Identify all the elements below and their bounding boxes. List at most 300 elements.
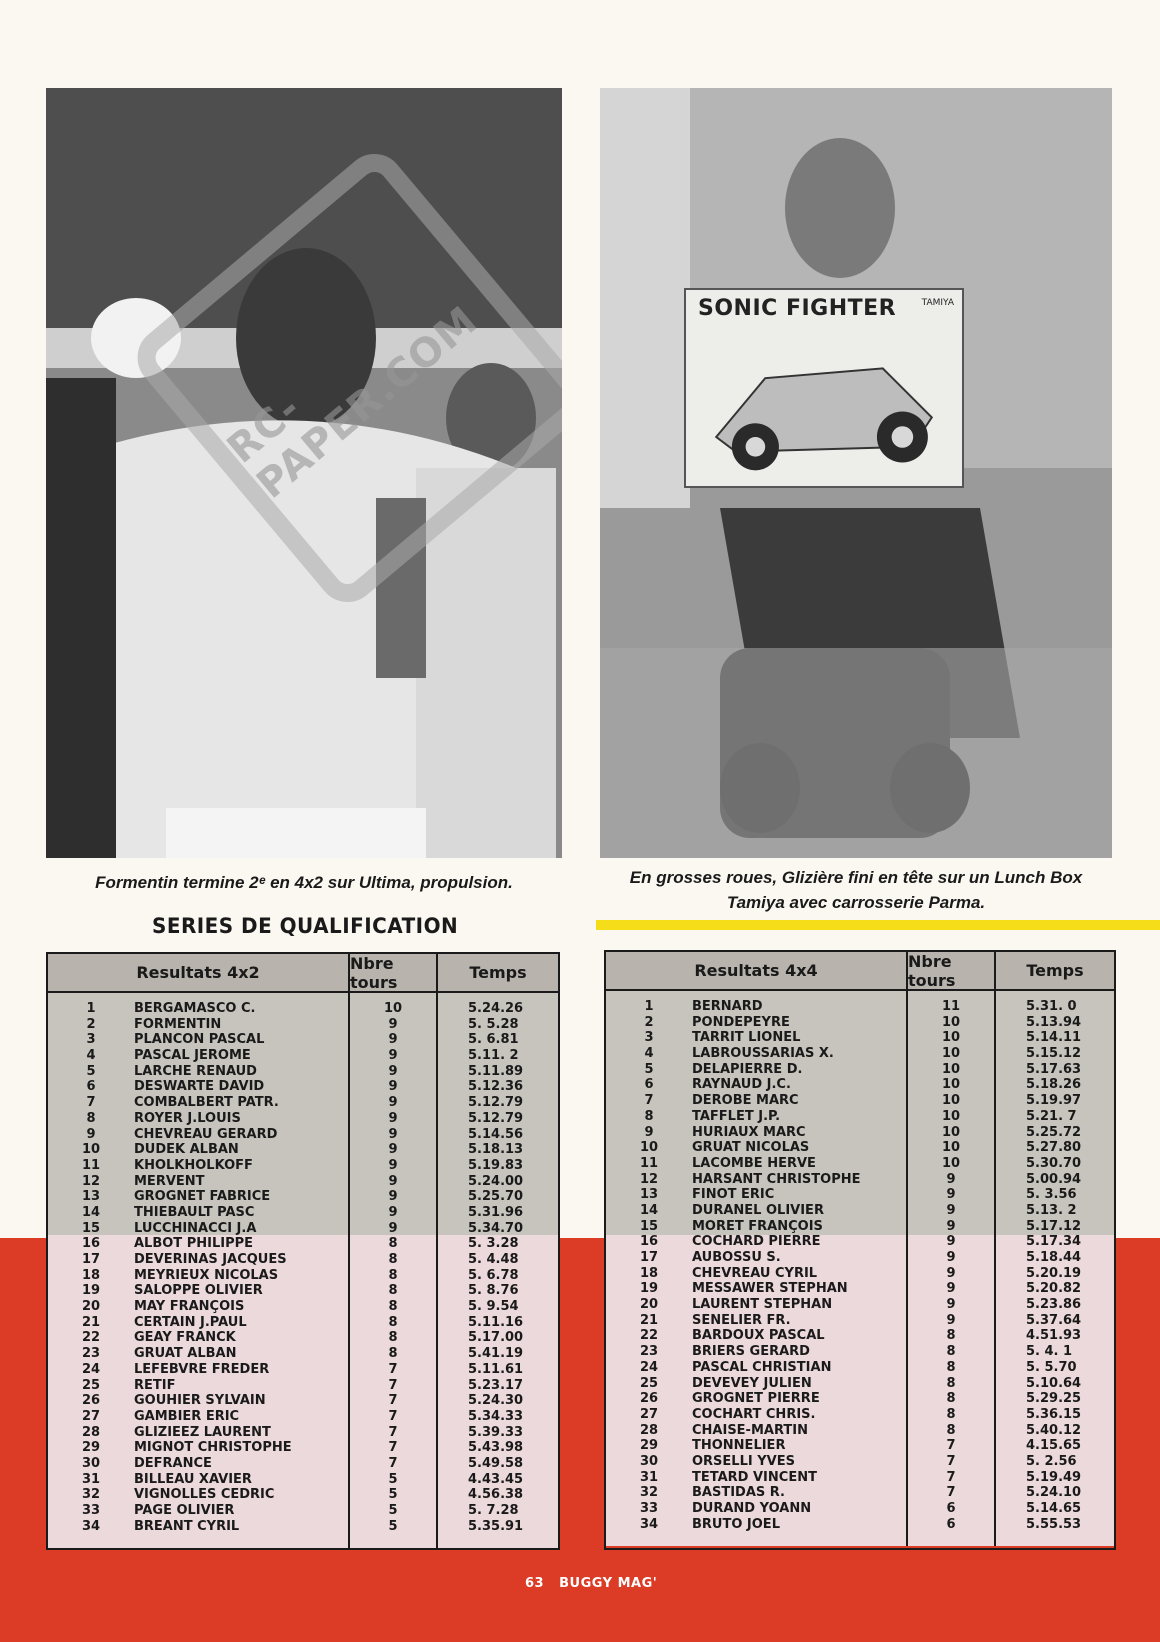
row-tours: 9 [388, 1220, 398, 1236]
row-temps: 5.00.94 [1026, 1171, 1082, 1187]
row-rank: 14 [81, 1204, 101, 1220]
row-rank: 29 [81, 1440, 101, 1456]
row-driver-name: THONNELIER [692, 1438, 786, 1454]
row-tours: 9 [946, 1312, 956, 1328]
row-rank: 10 [639, 1140, 659, 1156]
caption-right: En grosses roues, Glizière fini en tête sur un Lunch Box Tamiya avec carrosserie Parma. [629, 868, 1083, 912]
row-temps: 5.25.72 [1026, 1124, 1082, 1140]
row-rank: 17 [81, 1252, 101, 1267]
row-rank: 9 [86, 1126, 96, 1142]
row-rank: 5 [644, 1061, 654, 1077]
row-temps: 5.23.86 [1026, 1297, 1082, 1313]
table-row [606, 1156, 906, 1172]
yellow-divider [596, 920, 1160, 930]
row-rank: 31 [81, 1471, 101, 1487]
table-row [48, 1268, 348, 1284]
row-tours: 10 [941, 1046, 961, 1062]
row-temps: 5.11.89 [468, 1063, 524, 1079]
row-rank: 7 [86, 1095, 96, 1111]
header-temps: Temps [469, 963, 527, 982]
page-footer [525, 1576, 657, 1591]
table-row [606, 1470, 906, 1486]
table-row [606, 1344, 906, 1360]
row-rank: 30 [81, 1455, 101, 1471]
row-driver-name: DEVEVEY JULIEN [692, 1375, 812, 1391]
row-tours: 9 [946, 1234, 956, 1250]
row-driver-name: LACOMBE HERVE [692, 1155, 816, 1171]
table-row [48, 1095, 348, 1111]
row-rank: 3 [644, 1030, 654, 1046]
table-row [48, 1048, 348, 1064]
row-driver-name: HARSANT CHRISTOPHE [692, 1171, 861, 1187]
row-tours: 6 [946, 1516, 956, 1532]
table-row [48, 1032, 348, 1048]
row-temps: 5.19.83 [468, 1157, 524, 1173]
row-temps: 5. 4.48 [468, 1252, 519, 1267]
row-rank: 8 [86, 1110, 96, 1126]
table-row [606, 1234, 906, 1250]
row-driver-name: DELAPIERRE D. [692, 1061, 803, 1077]
table-row [606, 1328, 906, 1344]
table-row [606, 1203, 906, 1219]
row-temps: 5.20.19 [1026, 1265, 1082, 1281]
row-tours: 10 [941, 1061, 961, 1077]
row-rank: 11 [81, 1157, 101, 1173]
row-driver-name: BRUTO JOEL [692, 1516, 780, 1532]
table-row [48, 1393, 348, 1409]
row-temps: 5.37.64 [1026, 1312, 1082, 1328]
table-row [48, 1158, 348, 1174]
row-temps: 5.17.63 [1026, 1061, 1082, 1077]
row-tours: 5 [388, 1487, 398, 1503]
row-driver-name: ROYER J.LOUIS [134, 1110, 241, 1126]
table-row [606, 1313, 906, 1329]
row-temps: 5. 2.56 [1026, 1453, 1077, 1469]
row-tours: 7 [388, 1455, 398, 1471]
table-row [48, 1472, 348, 1488]
row-driver-name: DEROBE MARC [692, 1093, 799, 1109]
column-name [606, 991, 908, 1546]
table-row [48, 1330, 348, 1346]
table-row [606, 1187, 906, 1203]
row-driver-name: GLIZIEEZ LAURENT [134, 1424, 271, 1440]
row-tours: 10 [941, 1093, 961, 1109]
row-tours: 9 [946, 1265, 956, 1281]
row-temps: 5.49.58 [468, 1455, 524, 1471]
row-temps: 5. 7.28 [468, 1503, 519, 1518]
row-driver-name: MORET FRANÇOIS [692, 1218, 823, 1234]
table-row [48, 1283, 348, 1299]
table-row [606, 1297, 906, 1313]
row-driver-name: GROGNET PIERRE [692, 1391, 820, 1407]
row-temps: 5. 8.76 [468, 1283, 519, 1299]
row-tours: 9 [946, 1281, 956, 1297]
table-row [48, 1174, 348, 1190]
row-driver-name: MIGNOT CHRISTOPHE [134, 1440, 292, 1456]
table-row [606, 1438, 906, 1454]
row-driver-name: DEFRANCE [134, 1455, 212, 1471]
header-tours: Nbre tours [908, 952, 996, 989]
row-temps: 5.43.98 [468, 1440, 524, 1456]
row-tours: 9 [388, 1157, 398, 1173]
table-body [48, 993, 558, 1548]
row-rank: 19 [81, 1283, 101, 1299]
row-temps: 5.41.19 [468, 1346, 524, 1362]
table-row [48, 1362, 348, 1378]
row-rank: 30 [639, 1453, 659, 1469]
row-tours: 8 [388, 1346, 398, 1362]
row-temps: 4.15.65 [1026, 1438, 1082, 1454]
row-driver-name: LUCCHINACCI J.A [134, 1220, 257, 1236]
row-tours: 7 [388, 1377, 398, 1393]
row-rank: 17 [639, 1250, 659, 1265]
caption-left: Formentin termine 2ᵉ en 4x2 sur Ultima, propulsion. [95, 873, 513, 892]
table-row [606, 1125, 906, 1141]
row-tours: 8 [946, 1422, 956, 1438]
column-temps [996, 991, 1114, 1546]
row-rank: 10 [81, 1142, 101, 1158]
row-rank: 6 [644, 1077, 654, 1093]
row-temps: 5.20.82 [1026, 1281, 1082, 1297]
row-rank: 20 [81, 1299, 101, 1315]
row-driver-name: AUBOSSU S. [692, 1250, 781, 1265]
table-row [606, 1172, 906, 1188]
row-driver-name: COMBALBERT PATR. [134, 1095, 279, 1111]
row-tours: 8 [388, 1330, 398, 1346]
row-rank: 28 [639, 1422, 659, 1438]
table-row [48, 1346, 348, 1362]
row-temps: 5. 4. 1 [1026, 1344, 1073, 1360]
row-tours: 10 [941, 1140, 961, 1156]
row-tours: 9 [388, 1032, 398, 1048]
row-tours: 8 [946, 1406, 956, 1422]
row-driver-name: DEVERINAS JACQUES [134, 1252, 287, 1267]
row-rank: 27 [639, 1406, 659, 1422]
row-temps: 5. 9.54 [468, 1299, 519, 1315]
row-temps: 5.13.94 [1026, 1014, 1082, 1030]
row-tours: 10 [941, 1014, 961, 1030]
row-rank: 25 [81, 1377, 101, 1393]
row-tours: 7 [388, 1361, 398, 1377]
sonic-fighter-kit-box [684, 288, 964, 488]
table-row [606, 1376, 906, 1392]
row-driver-name: LABROUSSARIAS X. [692, 1046, 834, 1062]
magazine-name: BUGGY MAG' [559, 1576, 658, 1591]
row-tours: 9 [388, 1110, 398, 1126]
header-name: Resultats 4x2 [48, 954, 350, 991]
row-temps: 5.17.34 [1026, 1234, 1082, 1250]
row-driver-name: BILLEAU XAVIER [134, 1471, 252, 1487]
table-row [48, 1299, 348, 1315]
table-header [606, 952, 1114, 991]
row-temps: 5.17.12 [1026, 1218, 1082, 1234]
row-temps: 5.14.65 [1026, 1501, 1082, 1516]
table-row [48, 1425, 348, 1441]
row-temps: 5.36.15 [1026, 1406, 1082, 1422]
row-rank: 12 [81, 1173, 101, 1189]
row-rank: 7 [644, 1093, 654, 1109]
row-rank: 20 [639, 1297, 659, 1313]
row-tours: 9 [388, 1126, 398, 1142]
row-tours: 9 [946, 1202, 956, 1218]
row-temps: 5.23.17 [468, 1377, 524, 1393]
row-temps: 5.34.70 [468, 1220, 524, 1236]
row-tours: 7 [946, 1453, 956, 1469]
table-row [606, 1423, 906, 1439]
row-tours: 5 [388, 1518, 398, 1534]
row-tours: 8 [946, 1391, 956, 1407]
column-temps [438, 993, 558, 1548]
row-driver-name: PASCAL JEROME [134, 1048, 251, 1064]
row-temps: 5.14.56 [468, 1126, 524, 1142]
row-rank: 16 [639, 1234, 659, 1250]
table-row [606, 1517, 906, 1533]
row-rank: 24 [81, 1361, 101, 1377]
row-temps: 5.39.33 [468, 1424, 524, 1440]
row-tours: 9 [388, 1189, 398, 1205]
table-row [48, 1017, 348, 1033]
row-tours: 9 [388, 1173, 398, 1189]
row-tours: 9 [388, 1048, 398, 1064]
row-temps: 5.27.80 [1026, 1140, 1082, 1156]
row-temps: 4.51.93 [1026, 1328, 1082, 1344]
row-tours: 5 [388, 1503, 398, 1518]
table-row [48, 1456, 348, 1472]
photo-formentin [46, 88, 562, 858]
row-tours: 8 [946, 1375, 956, 1391]
row-tours: 8 [388, 1252, 398, 1267]
photo-gliziere [600, 88, 1112, 858]
table-row [48, 1503, 348, 1519]
row-driver-name: HURIAUX MARC [692, 1124, 806, 1140]
row-temps: 5. 5.28 [468, 1016, 519, 1032]
table-row [48, 1001, 348, 1017]
row-driver-name: LAURENT STEPHAN [692, 1297, 833, 1313]
table-row [48, 1440, 348, 1456]
row-temps: 5. 3.56 [1026, 1187, 1077, 1203]
table-header [48, 954, 558, 993]
table-row [606, 1485, 906, 1501]
row-tours: 8 [388, 1267, 398, 1283]
row-temps: 5. 5.70 [1026, 1359, 1077, 1375]
row-temps: 5.25.70 [468, 1189, 524, 1205]
row-driver-name: GROGNET FABRICE [134, 1189, 271, 1205]
header-temps: Temps [1026, 961, 1084, 980]
table-row [48, 1127, 348, 1143]
row-temps: 5.11. 2 [468, 1048, 519, 1064]
row-driver-name: FORMENTIN [134, 1016, 222, 1032]
row-tours: 10 [941, 1077, 961, 1093]
box-brand: TAMIYA [921, 298, 954, 308]
row-driver-name: GRUAT NICOLAS [692, 1140, 810, 1156]
row-driver-name: MESSAWER STEPHAN [692, 1281, 848, 1297]
row-driver-name: CERTAIN J.PAUL [134, 1314, 247, 1330]
row-rank: 14 [639, 1202, 659, 1218]
row-driver-name: TAFFLET J.P. [692, 1108, 781, 1124]
buggy-illustration [686, 290, 962, 486]
row-rank: 32 [81, 1487, 101, 1503]
row-rank: 2 [644, 1014, 654, 1030]
row-rank: 21 [639, 1312, 659, 1328]
row-temps: 5.10.64 [1026, 1375, 1082, 1391]
row-tours: 7 [388, 1424, 398, 1440]
row-driver-name: DURAND YOANN [692, 1501, 812, 1516]
row-temps: 5.29.25 [1026, 1391, 1082, 1407]
row-driver-name: DUDEK ALBAN [134, 1142, 239, 1158]
row-driver-name: BREANT CYRIL [134, 1518, 240, 1534]
row-tours: 9 [388, 1095, 398, 1111]
row-driver-name: ALBOT PHILIPPE [134, 1236, 253, 1252]
row-rank: 5 [86, 1063, 96, 1079]
table-row [606, 1062, 906, 1078]
row-driver-name: CHAISE-MARTIN [692, 1422, 808, 1438]
row-temps: 5.18.26 [1026, 1077, 1082, 1093]
row-driver-name: RETIF [134, 1377, 176, 1393]
table-row [606, 1015, 906, 1031]
row-tours: 9 [388, 1079, 398, 1095]
column-name [48, 993, 350, 1548]
row-driver-name: DESWARTE DAVID [134, 1079, 265, 1095]
row-tours: 8 [388, 1299, 398, 1315]
page-number: 63 [525, 1576, 545, 1591]
row-rank: 6 [86, 1079, 96, 1095]
table-row [48, 1487, 348, 1503]
row-rank: 12 [639, 1171, 659, 1187]
row-tours: 8 [388, 1283, 398, 1299]
row-rank: 25 [639, 1375, 659, 1391]
row-rank: 13 [639, 1187, 659, 1203]
row-driver-name: PASCAL CHRISTIAN [692, 1359, 832, 1375]
table-row [606, 1030, 906, 1046]
row-tours: 7 [946, 1438, 956, 1454]
row-rank: 15 [81, 1220, 101, 1236]
row-rank: 15 [639, 1218, 659, 1234]
row-temps: 5.18.44 [1026, 1250, 1082, 1265]
row-driver-name: PONDEPEYRE [692, 1014, 790, 1030]
row-temps: 5.31.96 [468, 1204, 524, 1220]
column-tours [908, 991, 996, 1546]
row-tours: 9 [388, 1016, 398, 1032]
row-temps: 5.19.49 [1026, 1469, 1082, 1485]
row-driver-name: FINOT ERIC [692, 1187, 775, 1203]
row-tours: 9 [388, 1063, 398, 1079]
table-row [606, 1140, 906, 1156]
row-temps: 5.55.53 [1026, 1516, 1082, 1532]
table-row [48, 1236, 348, 1252]
row-temps: 5. 6.78 [468, 1267, 519, 1283]
row-rank: 18 [81, 1267, 101, 1283]
row-temps: 5.12.36 [468, 1079, 524, 1095]
row-rank: 24 [639, 1359, 659, 1375]
row-driver-name: PAGE OLIVIER [134, 1503, 235, 1518]
row-driver-name: LARCHE RENAUD [134, 1063, 257, 1079]
row-driver-name: TETARD VINCENT [692, 1469, 817, 1485]
row-rank: 26 [81, 1393, 101, 1409]
row-temps: 5.35.91 [468, 1518, 524, 1534]
row-rank: 33 [81, 1503, 101, 1518]
row-driver-name: SENELIER FR. [692, 1312, 791, 1328]
row-rank: 9 [644, 1124, 654, 1140]
row-rank: 4 [644, 1046, 654, 1062]
watermark: RC-PAPER.COM [125, 142, 562, 615]
table-row [606, 1391, 906, 1407]
row-temps: 5.13. 2 [1026, 1202, 1077, 1218]
row-rank: 33 [639, 1501, 659, 1516]
table-row [606, 1501, 906, 1517]
row-rank: 11 [639, 1155, 659, 1171]
row-driver-name: COCHARD PIERRE [692, 1234, 821, 1250]
row-temps: 5.12.79 [468, 1110, 524, 1126]
row-driver-name: BARDOUX PASCAL [692, 1328, 825, 1344]
row-driver-name: GOUHIER SYLVAIN [134, 1393, 266, 1409]
row-temps: 5.34.33 [468, 1408, 524, 1424]
row-driver-name: DURANEL OLIVIER [692, 1202, 824, 1218]
row-tours: 8 [946, 1328, 956, 1344]
row-tours: 10 [941, 1030, 961, 1046]
row-driver-name: SALOPPE OLIVIER [134, 1283, 263, 1299]
row-driver-name: LEFEBVRE FREDER [134, 1361, 270, 1377]
row-driver-name: MERVENT [134, 1173, 205, 1189]
row-tours: 8 [946, 1359, 956, 1375]
row-temps: 5.11.16 [468, 1314, 524, 1330]
table-row [606, 1360, 906, 1376]
row-driver-name: BRIERS GERARD [692, 1344, 810, 1360]
table-row [606, 1046, 906, 1062]
row-tours: 9 [388, 1204, 398, 1220]
header-name: Resultats 4x4 [606, 952, 908, 989]
row-tours: 8 [946, 1344, 956, 1360]
table-row [606, 999, 906, 1015]
row-rank: 31 [639, 1469, 659, 1485]
table-row [606, 1219, 906, 1235]
row-rank: 21 [81, 1314, 101, 1330]
row-tours: 9 [946, 1297, 956, 1313]
row-driver-name: GEAY FRANCK [134, 1330, 236, 1346]
row-temps: 5.24.00 [468, 1173, 524, 1189]
table-row [48, 1221, 348, 1237]
row-temps: 5.15.12 [1026, 1046, 1082, 1062]
row-tours: 9 [388, 1142, 398, 1158]
row-tours: 8 [388, 1236, 398, 1252]
row-temps: 5.21. 7 [1026, 1108, 1077, 1124]
row-temps: 5.24.10 [1026, 1485, 1082, 1501]
row-temps: 5.12.79 [468, 1095, 524, 1111]
table-row [606, 1250, 906, 1266]
row-rank: 27 [81, 1408, 101, 1424]
row-tours: 7 [946, 1469, 956, 1485]
table-row [48, 1315, 348, 1331]
row-rank: 34 [81, 1518, 101, 1534]
row-rank: 1 [86, 1001, 96, 1016]
row-rank: 16 [81, 1236, 101, 1252]
row-tours: 5 [388, 1471, 398, 1487]
table-row [48, 1111, 348, 1127]
table-row [48, 1378, 348, 1394]
table-row [606, 1281, 906, 1297]
row-temps: 5. 6.81 [468, 1032, 519, 1048]
row-tours: 11 [941, 999, 961, 1014]
row-temps: 4.43.45 [468, 1471, 524, 1487]
row-temps: 5.24.30 [468, 1393, 524, 1409]
row-rank: 18 [639, 1265, 659, 1281]
row-rank: 32 [639, 1485, 659, 1501]
row-temps: 5. 3.28 [468, 1236, 519, 1252]
table-row [48, 1064, 348, 1080]
row-driver-name: VIGNOLLES CEDRIC [134, 1487, 275, 1503]
row-driver-name: GRUAT ALBAN [134, 1346, 237, 1362]
row-tours: 9 [946, 1171, 956, 1187]
section-title: SERIES DE QUALIFICATION [152, 914, 459, 938]
